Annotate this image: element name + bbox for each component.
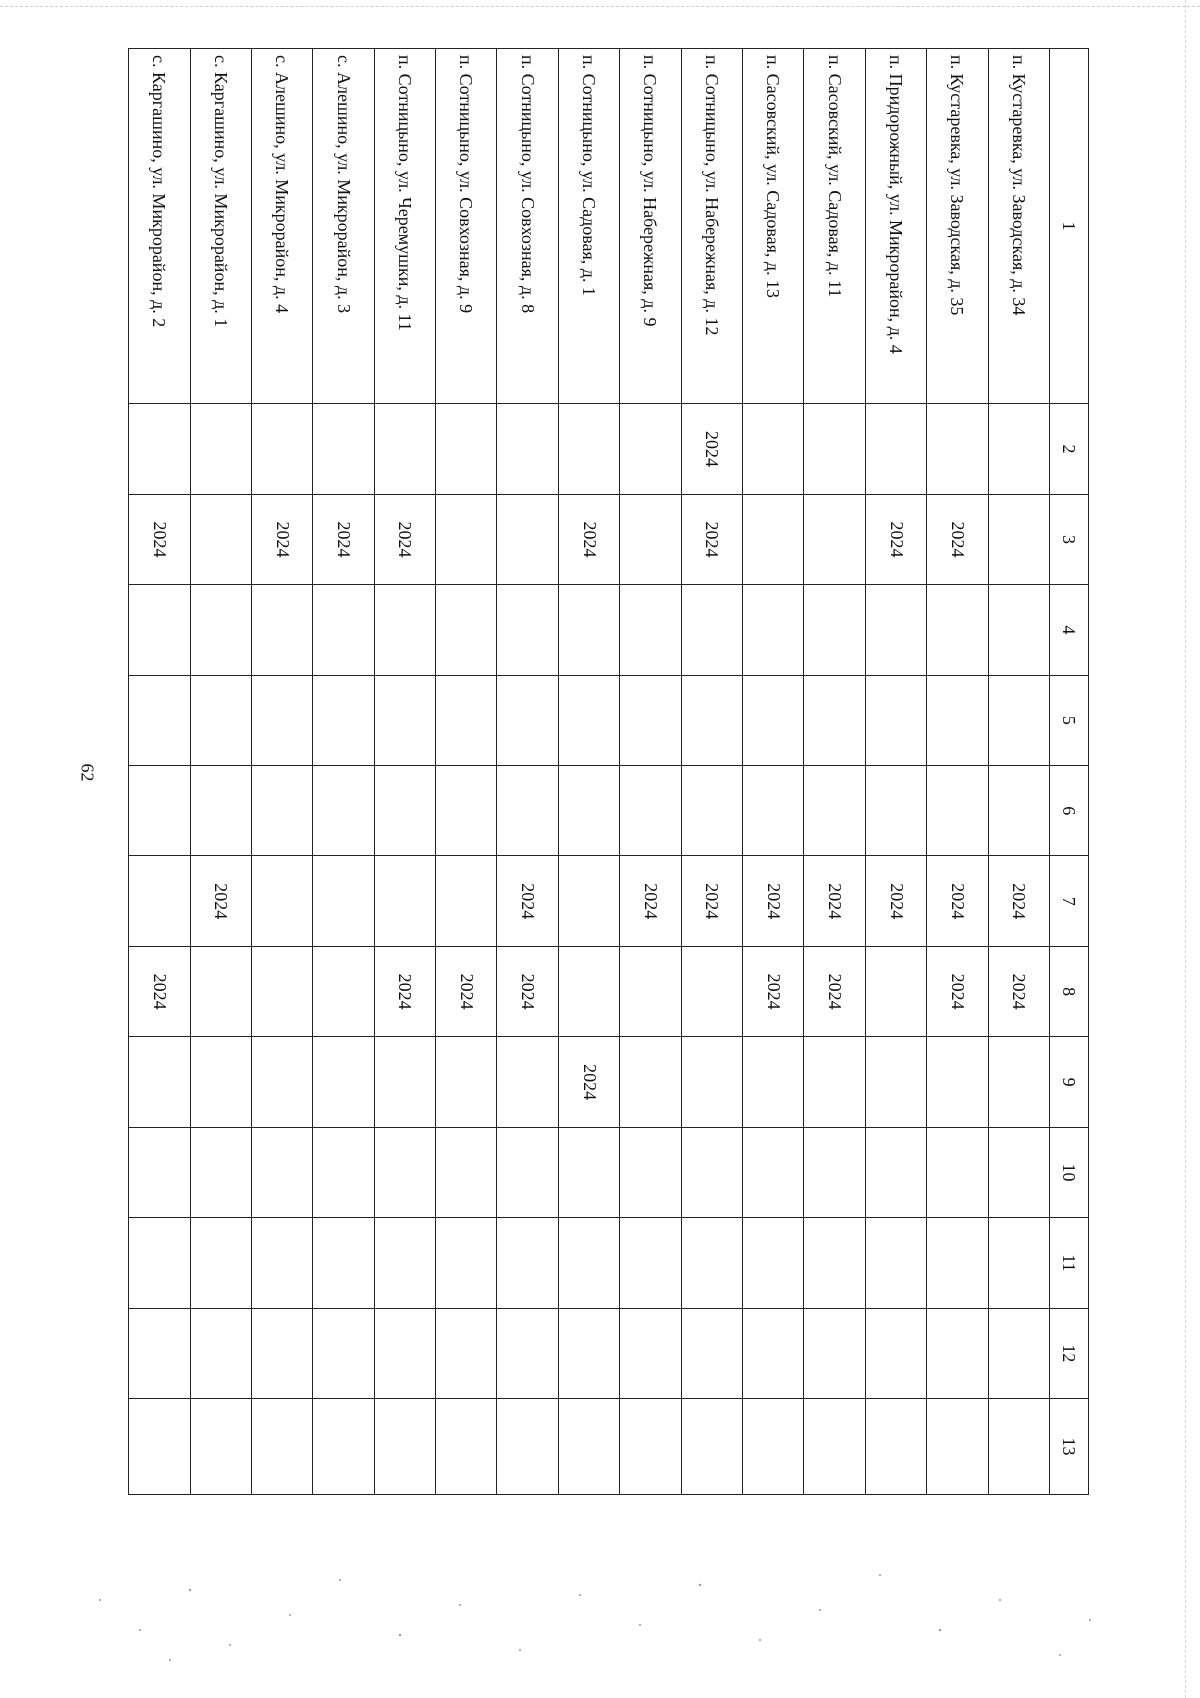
address-cell: п. Придорожный, ул. Микрорайон, д. 4 (865, 49, 926, 404)
year-cell (804, 404, 865, 494)
header-cell: 10 (1050, 1127, 1089, 1217)
year-cell (804, 1399, 865, 1495)
year-cell (313, 585, 374, 675)
year-cell: 2024 (129, 946, 191, 1036)
year-cell (558, 404, 619, 494)
year-cell: 2024 (313, 494, 374, 584)
header-cell: 6 (1050, 766, 1089, 856)
year-cell (681, 1127, 742, 1217)
year-cell (988, 1218, 1049, 1308)
year-cell: 2024 (927, 946, 988, 1036)
year-cell (129, 404, 191, 494)
year-cell (129, 675, 191, 765)
year-cell (988, 1037, 1049, 1127)
year-cell: 2024 (190, 856, 251, 946)
year-cell (251, 856, 312, 946)
year-cell (558, 856, 619, 946)
year-cell (558, 1399, 619, 1495)
year-cell (436, 585, 497, 675)
year-cell (436, 404, 497, 494)
year-cell (374, 766, 435, 856)
year-cell (865, 1399, 926, 1495)
year-cell (374, 675, 435, 765)
year-cell (497, 675, 558, 765)
year-cell (129, 856, 191, 946)
year-cell (743, 1127, 804, 1217)
year-cell (620, 675, 681, 765)
year-cell (865, 766, 926, 856)
address-cell: с. Каргашино, ул. Микрорайон, д. 2 (129, 49, 191, 404)
year-cell (374, 1127, 435, 1217)
year-cell (251, 675, 312, 765)
table-row (190, 49, 251, 1495)
year-cell (804, 1037, 865, 1127)
year-cell (374, 404, 435, 494)
year-cell (988, 1399, 1049, 1495)
table-row (927, 49, 988, 1495)
year-cell: 2024 (988, 946, 1049, 1036)
year-cell (558, 1127, 619, 1217)
header-row (1050, 49, 1089, 1495)
year-cell (374, 1218, 435, 1308)
year-cell (313, 404, 374, 494)
year-cell (988, 1127, 1049, 1217)
table-row (313, 49, 374, 1495)
year-cell (927, 1399, 988, 1495)
address-cell: с. Алешино, ул. Микрорайон, д. 3 (313, 49, 374, 404)
year-cell (190, 1308, 251, 1398)
year-cell (190, 1399, 251, 1495)
header-cell: 11 (1050, 1218, 1089, 1308)
header-cell: 12 (1050, 1308, 1089, 1398)
year-cell (251, 1218, 312, 1308)
year-cell (743, 1218, 804, 1308)
year-cell (190, 675, 251, 765)
year-cell (681, 1037, 742, 1127)
year-cell (374, 585, 435, 675)
year-cell: 2024 (804, 946, 865, 1036)
year-cell (620, 946, 681, 1036)
year-cell (927, 675, 988, 765)
header-cell: 13 (1050, 1399, 1089, 1495)
year-cell: 2024 (497, 856, 558, 946)
year-cell (190, 1218, 251, 1308)
table-row (804, 49, 865, 1495)
header-cell: 5 (1050, 675, 1089, 765)
year-cell (190, 946, 251, 1036)
year-cell (190, 766, 251, 856)
year-cell (681, 1308, 742, 1398)
scan-right-edge (1184, 0, 1186, 1698)
header-cell: 4 (1050, 585, 1089, 675)
year-cell (620, 585, 681, 675)
year-cell (313, 675, 374, 765)
year-cell (558, 1218, 619, 1308)
year-cell (988, 766, 1049, 856)
year-cell (743, 1399, 804, 1495)
header-cell: 8 (1050, 946, 1089, 1036)
year-cell (927, 766, 988, 856)
year-cell (743, 766, 804, 856)
year-cell (558, 766, 619, 856)
address-cell: с. Алешино, ул. Микрорайон, д. 4 (251, 49, 312, 404)
year-cell (251, 1399, 312, 1495)
year-cell (313, 1218, 374, 1308)
year-cell (804, 585, 865, 675)
address-cell: п. Сотницыно, ул. Набережная, д. 9 (620, 49, 681, 404)
year-cell (620, 494, 681, 584)
year-cell: 2024 (620, 856, 681, 946)
year-cell (497, 404, 558, 494)
year-cell (436, 1308, 497, 1398)
year-cell: 2024 (681, 494, 742, 584)
year-cell (804, 766, 865, 856)
year-cell (313, 946, 374, 1036)
year-cell (927, 1127, 988, 1217)
year-cell (620, 1037, 681, 1127)
year-cell (436, 494, 497, 584)
year-cell: 2024 (374, 946, 435, 1036)
scan-noise (80, 1560, 1120, 1670)
year-cell (129, 1037, 191, 1127)
year-cell (497, 1218, 558, 1308)
year-cell: 2024 (865, 856, 926, 946)
year-cell: 2024 (251, 494, 312, 584)
year-cell: 2024 (497, 946, 558, 1036)
year-cell (681, 585, 742, 675)
year-cell (436, 675, 497, 765)
year-cell (374, 856, 435, 946)
address-cell: п. Сасовский, ул. Садовая, д. 13 (743, 49, 804, 404)
year-cell (558, 585, 619, 675)
year-cell (865, 675, 926, 765)
table-row (558, 49, 619, 1495)
year-cell (743, 1308, 804, 1398)
year-cell (743, 585, 804, 675)
table-row (681, 49, 742, 1495)
year-cell (251, 1127, 312, 1217)
year-cell (251, 585, 312, 675)
year-cell (865, 1218, 926, 1308)
year-cell (681, 766, 742, 856)
year-cell (558, 946, 619, 1036)
year-cell (865, 1308, 926, 1398)
year-cell (129, 1218, 191, 1308)
year-cell: 2024 (558, 494, 619, 584)
year-cell (313, 856, 374, 946)
table-row (251, 49, 312, 1495)
year-cell (865, 404, 926, 494)
year-cell: 2024 (743, 856, 804, 946)
address-cell: с. Каргашино, ул. Микрорайон, д. 1 (190, 49, 251, 404)
year-cell (374, 1399, 435, 1495)
year-cell: 2024 (804, 856, 865, 946)
header-cell: 7 (1050, 856, 1089, 946)
year-cell (374, 1308, 435, 1398)
table-row (436, 49, 497, 1495)
year-cell (804, 1127, 865, 1217)
year-cell (988, 675, 1049, 765)
year-cell (313, 1308, 374, 1398)
year-cell (190, 404, 251, 494)
year-cell (129, 1127, 191, 1217)
year-cell: 2024 (927, 856, 988, 946)
year-cell: 2024 (927, 494, 988, 584)
year-cell (804, 675, 865, 765)
address-cell: п. Кустаревка, ул. Заводская, д. 35 (927, 49, 988, 404)
year-cell (988, 1308, 1049, 1398)
year-cell (129, 1399, 191, 1495)
year-cell (865, 1127, 926, 1217)
year-cell (497, 1127, 558, 1217)
year-cell (497, 585, 558, 675)
year-cell (620, 766, 681, 856)
year-cell (558, 675, 619, 765)
year-cell (804, 1308, 865, 1398)
year-cell (743, 404, 804, 494)
year-cell (988, 404, 1049, 494)
year-cell (129, 585, 191, 675)
year-cell (436, 1037, 497, 1127)
year-cell (497, 1399, 558, 1495)
address-cell: п. Кустаревка, ул. Заводская, д. 34 (988, 49, 1049, 404)
year-cell (620, 1399, 681, 1495)
year-cell (681, 675, 742, 765)
table-row (988, 49, 1049, 1495)
year-cell (988, 585, 1049, 675)
table-row (129, 49, 191, 1495)
header-cell: 3 (1050, 494, 1089, 584)
year-cell (558, 1308, 619, 1398)
year-cell: 2024 (681, 856, 742, 946)
year-cell (251, 1308, 312, 1398)
table-row (374, 49, 435, 1495)
address-cell: п. Сотницыно, ул. Совхозная, д. 8 (497, 49, 558, 404)
year-cell (620, 404, 681, 494)
year-cell (313, 1127, 374, 1217)
year-cell: 2024 (865, 494, 926, 584)
schedule-table (128, 48, 1089, 1495)
year-cell: 2024 (436, 946, 497, 1036)
year-cell (436, 856, 497, 946)
year-cell (251, 1037, 312, 1127)
year-cell (743, 1037, 804, 1127)
year-cell (743, 494, 804, 584)
year-cell (804, 494, 865, 584)
year-cell (129, 766, 191, 856)
year-cell (865, 946, 926, 1036)
table-row (497, 49, 558, 1495)
year-cell (190, 1127, 251, 1217)
year-cell (374, 1037, 435, 1127)
address-cell: п. Сотницыно, ул. Набережная, д. 12 (681, 49, 742, 404)
year-cell (497, 494, 558, 584)
year-cell (129, 1308, 191, 1398)
year-cell (251, 946, 312, 1036)
address-cell: п. Сотницыно, ул. Садовая, д. 1 (558, 49, 619, 404)
year-cell (927, 1037, 988, 1127)
header-cell: 9 (1050, 1037, 1089, 1127)
table-row (743, 49, 804, 1495)
year-cell (620, 1218, 681, 1308)
address-cell: п. Сотницыно, ул. Совхозная, д. 9 (436, 49, 497, 404)
year-cell (497, 1037, 558, 1127)
year-cell: 2024 (129, 494, 191, 584)
year-cell (497, 1308, 558, 1398)
header-cell: 2 (1050, 404, 1089, 494)
year-cell (865, 1037, 926, 1127)
year-cell (190, 585, 251, 675)
header-cell: 1 (1050, 49, 1089, 404)
year-cell (436, 1127, 497, 1217)
year-cell (497, 766, 558, 856)
year-cell (190, 494, 251, 584)
year-cell (927, 1218, 988, 1308)
year-cell (927, 404, 988, 494)
scan-top-edge (0, 0, 1200, 7)
year-cell (927, 1308, 988, 1398)
year-cell (251, 404, 312, 494)
year-cell (681, 1218, 742, 1308)
year-cell (251, 766, 312, 856)
page-number: 62 (77, 763, 98, 782)
table-row (620, 49, 681, 1495)
year-cell (436, 766, 497, 856)
table-row (865, 49, 926, 1495)
year-cell: 2024 (743, 946, 804, 1036)
year-cell (927, 585, 988, 675)
year-cell (620, 1308, 681, 1398)
year-cell (190, 1037, 251, 1127)
year-cell: 2024 (681, 404, 742, 494)
year-cell (436, 1218, 497, 1308)
year-cell (313, 766, 374, 856)
year-cell: 2024 (558, 1037, 619, 1127)
rotated-table-area (128, 48, 1089, 1495)
year-cell (681, 1399, 742, 1495)
year-cell (804, 1218, 865, 1308)
year-cell (988, 494, 1049, 584)
year-cell (620, 1127, 681, 1217)
year-cell (743, 675, 804, 765)
year-cell (436, 1399, 497, 1495)
address-cell: п. Сотницыно, ул. Черемушки, д. 11 (374, 49, 435, 404)
year-cell (681, 946, 742, 1036)
year-cell (313, 1037, 374, 1127)
address-cell: п. Сасовский, ул. Садовая, д. 11 (804, 49, 865, 404)
year-cell: 2024 (988, 856, 1049, 946)
year-cell (313, 1399, 374, 1495)
year-cell: 2024 (374, 494, 435, 584)
year-cell (865, 585, 926, 675)
